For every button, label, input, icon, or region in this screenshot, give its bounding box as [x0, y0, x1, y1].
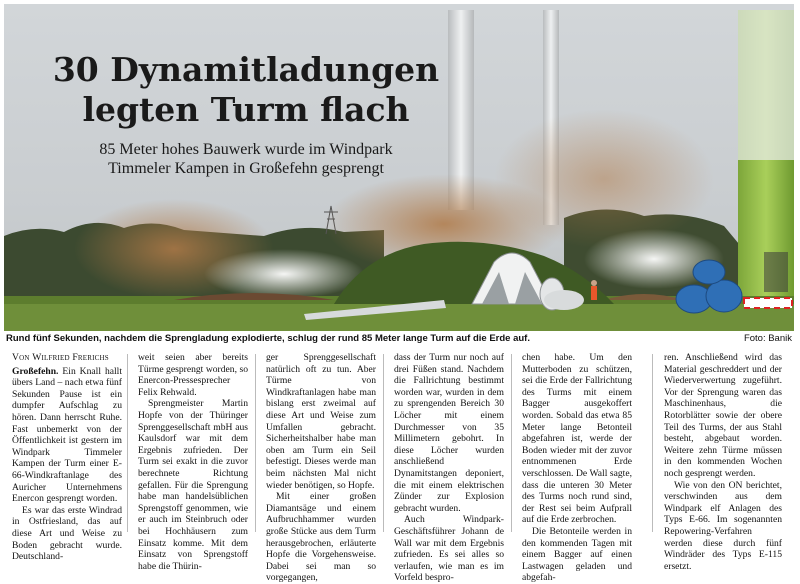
byline — [12, 352, 122, 364]
photo-caption: Rund fünf Sekunden, nachdem die Sprengladung explodierte, schlug der rund 85 Meter lange Turm auf die Erde auf. — [6, 333, 530, 344]
column-divider — [652, 354, 653, 532]
paragraph: ren. Anschließend wird das Material geschreddert und der Wiederverwertung zugeführt. Vor der Sprengung waren das Maschinenhaus, die Rotorblätter sowie der obere Teil des Turms, der aus Stahl besteht, abgebaut worden. Weitere zehn Türme müssen in den kommenden Wochen noch gesprengt werden. — [664, 352, 782, 479]
paragraph: Auch Windpark-Geschäftsführer Johann de Wall war mit dem Ergebnis zufrieden. Es sei alles so verlaufen, wie man es im Vorfeld bespro- — [394, 514, 504, 584]
article-column-3 — [266, 352, 376, 584]
paragraph: Wie von den ON berichtet, verschwinden aus dem Windpark elf Anlagen des Typs E-66. Im sogenannten Repowering-Verfahren werden diese durch fünf Windräder des Typs E-115 ersetzt. — [664, 479, 782, 572]
photo-credit: Foto: Banik — [743, 333, 792, 344]
byline-prefix: Von — [12, 352, 30, 363]
paragraph: Die Betonteile werden in den kommenden Tagen mit einem Bagger auf einen Lastwagen geladen und abgefah- — [522, 525, 632, 584]
article-column-2 — [138, 352, 248, 572]
subheadline-line-2: Timmeler Kampen in Großefehn gesprengt — [108, 160, 384, 177]
paragraph: dass der Turm nur noch auf drei Füßen stand. Nachdem die Fallrichtung bestimmt worden war, wurden in dem zu sprengenden Bereich 30 Löcher mit einem Durchmesser von 35 Millimetern gebohrt. In diese Löcher wurden anschließend Dynamitstangen deponiert, die mit einem elektrischen Zünder zur Explosion gebracht wurden. — [394, 352, 504, 514]
headline — [16, 50, 476, 130]
article-column-5 — [522, 352, 632, 584]
paragraph: Großefehn. Ein Knall hallt übers Land – nach etwa fünf Sekunden Pause ist ein dumpfer Aufschlag zu hören. Dann herrscht Ruhe. Fast unbemerkt von der Öffentlichkeit ist gestern im Windpark Timmeler Kampen der Turm einer E-66-Windkraftanlage des Auricher Unternehmens Enercon gesprengt worden. — [12, 365, 122, 505]
caption-bar — [4, 332, 794, 346]
subheadline-line-1: 85 Meter hohes Bauwerk wurde im Windpark — [99, 141, 393, 158]
paragraph: weit seien aber bereits Türme gesprengt worden, so Enercon-Pressesprecher Felix Rehwald. — [138, 352, 248, 398]
paragraph: Mit einer großen Diamantsäge und einem Aufbruchhammer wurden große Stücke aus dem Turm herausgebrochen, erläuterte Hopfe die Vorgehensweise. Dabei sei man so vorgegangen, — [266, 491, 376, 584]
column-divider — [511, 354, 512, 532]
article-body — [4, 352, 794, 584]
column-divider — [255, 354, 256, 532]
subheadline — [26, 140, 466, 178]
article-column-6 — [664, 352, 782, 572]
paragraph: ger Sprenggesellschaft natürlich oft zu tun. Aber Türme von Windkraftanlagen habe man bislang erst zweimal auf diese Art und Weise zum Umfallen gebracht. Sicherheitshalber habe man oben am Turm ein Seil befestigt. Dieses werde man beim nächsten Mal nicht wieder benötigen, so Hopfe. — [266, 352, 376, 491]
byline-author: Wilfried Frerichs — [32, 352, 109, 363]
paragraph: Es war das erste Windrad in Ostfriesland, das auf diese Art und Weise zu Boden gebracht wurde. Deutschland- — [12, 504, 122, 563]
article-column-1 — [12, 352, 122, 563]
article-column-4 — [394, 352, 504, 584]
headline-line-1: 30 Dynamitladungen — [52, 50, 440, 89]
paragraph: chen habe. Um den Mutterboden zu schützen, sei die Erde der Fallrichtung des Turms mit einem Bagger ausgekoffert worden. Sobald das etwa 85 Meter lange Betonteil abgefahren ist, werde der Boden wieder mit der zuvor entnommenen Erde verschlossen. De Wall sagte, dass die unteren 30 Meter des Turms noch rund sind, der Rest sei beim Aufprall auf die Erde zerbrochen. — [522, 352, 632, 526]
paragraph: Sprengmeister Martin Hopfe von der Thüringer Sprenggesellschaft mbH aus Kaulsdorf war mit dem Ergebnis zufrieden. Der Turm sei exakt in die zuvor berechnete Richtung gefallen. Für die Sprengung habe man handelsüblichen Sprengstoff genommen, wie er auch im Steinbruch oder bei Hochhäusern zum Einsatz komme. Mit dem Einsatz von Sprengstoff habe die Thürin- — [138, 398, 248, 572]
headline-line-2: legten Turm flach — [82, 90, 410, 129]
dateline: Großefehn. — [12, 365, 59, 377]
column-divider — [127, 354, 128, 532]
column-divider — [383, 354, 384, 532]
